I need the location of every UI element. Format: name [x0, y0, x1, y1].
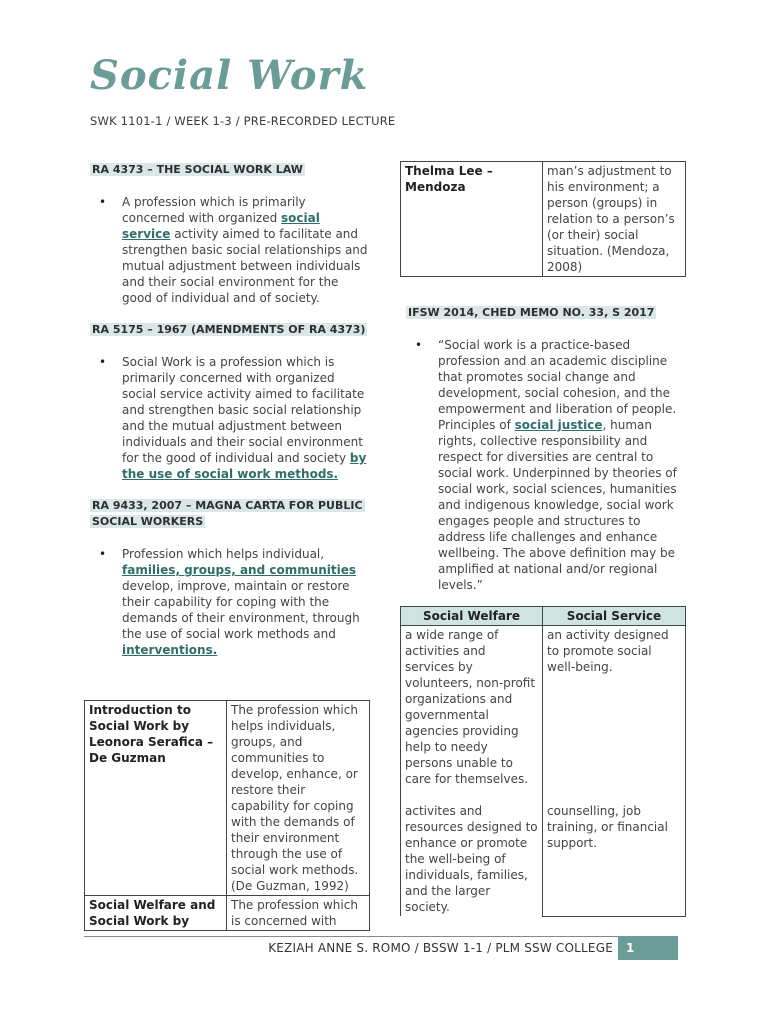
comparison-table [400, 606, 686, 917]
footer-author: KEZIAH ANNE S. ROMO / BSSW 1-1 / PLM SSW COLLEGE [268, 941, 613, 955]
definition-text: The profession which is concerned with [227, 896, 370, 931]
service-cell [543, 626, 686, 917]
bullet-text: Social Work is a profession which is primarily concerned with organized social service activity aimed to facilitate and strengthen basic social relationship and the mutual adjustment between individuals and their social environment for the good of individual and society [122, 355, 365, 465]
header-social-welfare: Social Welfare [401, 607, 543, 626]
bullet-text: develop, improve, maintain or restore their capability for coping with the demands of their environment, through the use of social work methods and [122, 579, 360, 641]
definitions-table-right [400, 161, 686, 277]
right-column [406, 305, 688, 593]
bullet-text: Profession which helps individual, [122, 547, 325, 561]
highlight-social-service: social service [122, 211, 320, 241]
table-row [401, 162, 686, 277]
highlight-interventions: interventions. [122, 643, 218, 657]
service-definition-1: an activity designed to promote social well-being. [547, 628, 669, 674]
bullet-list [90, 194, 372, 306]
footer-divider [84, 936, 676, 937]
section-heading-ra9433 [90, 498, 372, 530]
bullet-text: “Social work is a practice-based profession and an academic discipline that promotes social change and development, social cohesion, and the empowerment and liberation of people. Principles of [438, 338, 677, 432]
heading-text: RA 4373 – THE SOCIAL WORK LAW [92, 163, 303, 176]
bullet-item [122, 194, 372, 306]
bullet-item [438, 337, 688, 593]
definition-text: The profession which helps individuals, groups, and communities to develop, enhance, or restore their capability for coping with the demands of their environment through the use of social work methods. (De Guzman, 1992) [227, 701, 370, 896]
document-title: Social Work [90, 52, 369, 99]
bullet-item [122, 354, 372, 482]
welfare-definition-2: activites and resources designed to enhance or promote the well-being of individuals, families, and the larger society. [405, 804, 538, 914]
left-column [90, 162, 372, 658]
definition-text: man’s adjustment to his environment; a person (groups) in relation to a person’s (or their) social situation. (Mendoza, 2008) [543, 162, 686, 277]
definitions-table-left [84, 700, 370, 931]
service-definition-2: counselling, job training, or financial support. [547, 804, 668, 850]
section-heading-ifsw [406, 305, 688, 321]
table-row [401, 626, 686, 917]
section-heading-ra4373 [90, 162, 372, 178]
definition-source: Social Welfare and Social Work by [85, 896, 227, 931]
welfare-cell [401, 626, 543, 917]
bullet-list [90, 546, 372, 658]
document-subtitle: SWK 1101-1 / WEEK 1-3 / PRE-RECORDED LECTURE [90, 114, 396, 128]
header-social-service: Social Service [543, 607, 686, 626]
welfare-definition-1: a wide range of activities and services by volunteers, non-profit organizations and governmental agencies providing help to needy persons unable to care for themselves. [405, 628, 536, 786]
highlight-families-groups: families, groups, and communities [122, 563, 357, 577]
heading-text: IFSW 2014, CHED MEMO NO. 33, S 2017 [408, 306, 655, 319]
bullet-text: A profession which is primarily concerned with organized [122, 195, 306, 225]
bullet-list [90, 354, 372, 482]
definition-source: Thelma Lee – Mendoza [401, 162, 543, 277]
highlight-social-justice: social justice [514, 418, 603, 432]
definition-source: Introduction to Social Work by Leonora Serafica – De Guzman [85, 701, 227, 896]
section-heading-ra5175 [90, 322, 372, 338]
table-row [85, 896, 370, 931]
heading-text: RA 9433, 2007 – MAGNA CARTA FOR PUBLIC SOCIAL WORKERS [92, 499, 363, 528]
bullet-text: , human rights, collective responsibility and respect for diversities are central to social work. Underpinned by theories of social work, social sciences, humanities and indigenous knowledge, social work engages people and structures to address life challenges and enhance wellbeing. The above definition may be amplified at national and/or regional levels.” [438, 418, 677, 592]
bullet-item [122, 546, 372, 658]
highlight-social-work-methods: by the use of social work methods. [122, 451, 367, 481]
heading-text: RA 5175 – 1967 (AMENDMENTS OF RA 4373) [92, 323, 366, 336]
page-number: 1 [618, 936, 678, 960]
table-header-row [401, 607, 686, 626]
bullet-text: activity aimed to facilitate and strengthen basic social relationships and mutual adjustment between individuals and their social environment for the good of individual and of society. [122, 227, 368, 305]
bullet-list [406, 337, 688, 593]
table-row [85, 701, 370, 896]
